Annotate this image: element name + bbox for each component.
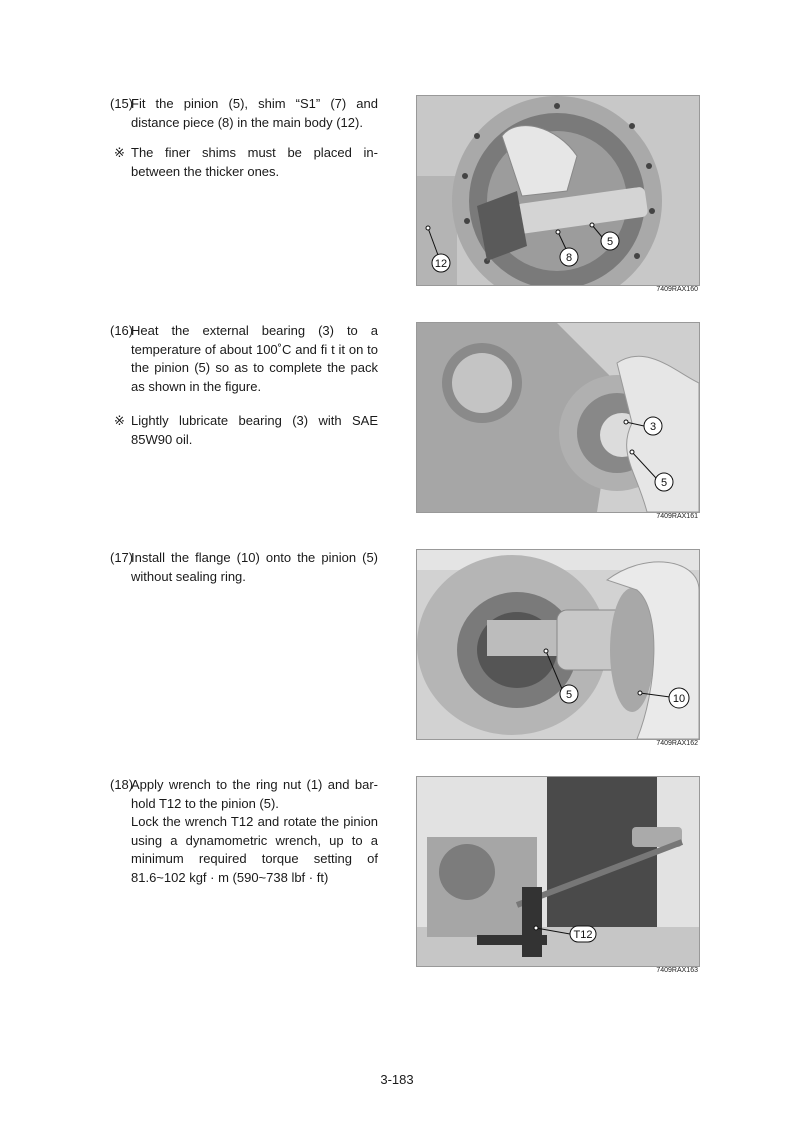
callout-3 xyxy=(624,417,662,435)
step-18 xyxy=(110,776,378,887)
svg-text:3: 3 xyxy=(649,421,657,433)
note-16 xyxy=(114,412,378,449)
step-number: (15) xyxy=(110,96,134,111)
svg-text:5: 5 xyxy=(606,236,614,248)
page-number: 3-183 xyxy=(380,1072,414,1087)
figure-caption: 7409RAX163 xyxy=(656,967,698,974)
step-15 xyxy=(110,95,378,132)
svg-text:5: 5 xyxy=(660,477,668,489)
figure-15-callouts xyxy=(416,95,698,284)
note-15 xyxy=(114,144,378,181)
figure-caption: 7409RAX160 xyxy=(656,286,698,293)
callout-10 xyxy=(638,688,689,708)
callout-5 xyxy=(630,450,673,491)
step-text: Install the flange (10) onto the pinion (5) without sealing ring. xyxy=(131,550,378,584)
figure-caption: 7409RAX161 xyxy=(656,513,698,520)
step-number: (16) xyxy=(110,323,134,338)
figure-caption: 7409RAX162 xyxy=(656,740,698,747)
svg-text:12: 12 xyxy=(434,258,448,270)
callout-5 xyxy=(544,649,578,703)
figure-16-callouts xyxy=(416,322,698,511)
callout-5 xyxy=(590,223,619,250)
step-text: Apply wrench to the ring nut (1) and bar-hold T12 to the pinion (5). xyxy=(131,777,378,811)
step-16 xyxy=(110,322,378,396)
step-number: (17) xyxy=(110,550,134,565)
step-text: Heat the external bearing (3) to a temperature of about 100˚C and fi t it on to the pinion (5) so as to complete the pack as shown in the figure. xyxy=(131,323,378,394)
step-number: (18) xyxy=(110,777,134,792)
step-17 xyxy=(110,549,378,586)
figure-18-callouts xyxy=(416,776,698,965)
svg-text:5: 5 xyxy=(565,689,573,701)
note-mark: ※ xyxy=(114,413,125,428)
svg-text:T12: T12 xyxy=(573,929,593,941)
step-text: Lock the wrench T12 and rotate the pinion using a dynamometric wrench, up to a minimum required torque setting of 81.6~102 kgf · m (590~738 lbf · ft) xyxy=(131,814,378,885)
note-text: The finer shims must be placed in-between the thicker ones. xyxy=(131,145,378,179)
callout-t12 xyxy=(534,926,596,942)
svg-text:10: 10 xyxy=(672,693,686,705)
callout-8 xyxy=(556,230,578,266)
note-text: Lightly lubricate bearing (3) with SAE 85W90 oil. xyxy=(131,413,378,447)
callout-12 xyxy=(426,226,450,272)
step-text: Fit the pinion (5), shim “S1” (7) and distance piece (8) in the main body (12). xyxy=(131,96,378,130)
svg-text:8: 8 xyxy=(565,252,573,264)
figure-17-callouts xyxy=(416,549,698,738)
note-mark: ※ xyxy=(114,145,125,160)
